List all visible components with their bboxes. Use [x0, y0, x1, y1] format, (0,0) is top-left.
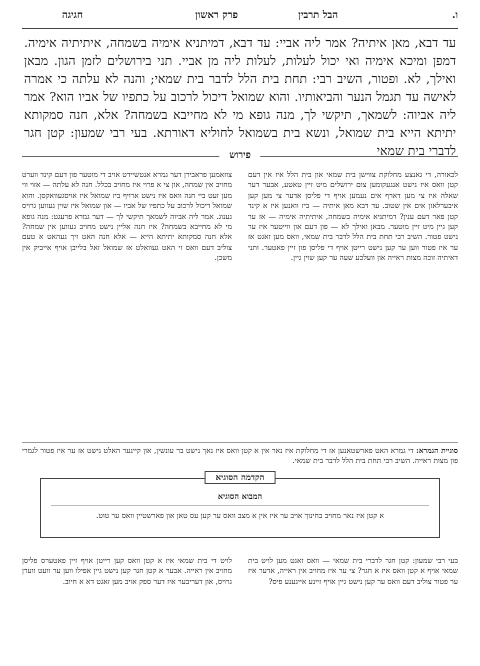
halacha-note-label: סוגיית הגמרא: — [416, 446, 458, 455]
commentary-columns — [22, 170, 458, 440]
halacha-note — [22, 442, 458, 472]
bottom-right-column: בעי רבי שמעון: קטן חגר לדברי בית שמאי — וואס זאגט מען לויט בית שמאי אויף א קטן וואס איז א חגר? צי ער איז מחויב אין ראייה, אדער איז ער פטור צוליב דעם וואס ער קען נישט גיין אויף זיינע אייגענע פיס? — [248, 556, 458, 586]
page-number: ו. — [451, 10, 458, 21]
introduction-text: א קטן איז נאר מחויב בחינוך אויב ער איז אין א מצב וואס ער קען עס טאן און פארשטיין וואס ער טוט. — [96, 511, 384, 520]
introduction-subtitle: המבוא הסוגיא — [217, 491, 263, 501]
chapter-label: פרק ראשון — [195, 10, 238, 21]
bottom-columns — [22, 556, 458, 646]
header-title: הבל תרבין — [298, 10, 338, 21]
main-text: עד דבא, מאן איתיה? אמר ליה אביי: עד דבא, דמיתניא אימיה בשמחה, איתיתיה אימיה. דמפן ומיכא אימיה ואי יכול לעלות, לעלות ליה מן אביי. תני בירושלים לזמן הגון. מבאן ואילך, לא. ופטור, השיב רבי: תחת בית הלל לדבר בית שמאי; והנה לא עלתה כי אמרה לאישה עד תגמל הנער והביאותיו. והוא שמואל דיכול לרכוב על כתפיו של אביו הוא? אמר ליה אביוה: לשמאך, תיקשי לך, מנה גופא מי לא מחייבא בשמחה? אלא, חנה סמקותא יתיתא הייא בית שמואל, ונשא בית בשמואל לחוליא דאורתא. בעי רבי שמעון: קטן חגר לדברי בית שמאי — [24, 35, 456, 158]
commentary-divider — [22, 150, 458, 162]
halacha-note-text: די גמרא האט פארשטאנען אז די מחלוקת איז נאר אין א קטן וואס איז נאך נישט בר עונשין, און קיינער האלט נישט אז ער איז פטור לגמרי פון מצות ראייה. השיב רבי תחת בית הלל לדבר בית שמאי. — [22, 446, 458, 465]
page-header — [22, 8, 458, 26]
introduction-title: הקדמה הסוגיא — [205, 471, 276, 484]
header-rule — [22, 28, 458, 29]
bottom-left-column: לויט די בית שמאי איז א קטן וואס קען רייטן אויף זיין פאטערס פליסן מחויב אין ראייה. אבער א קטן חגר קען נישט גיין אפילו ווען ער וועט ווערן גרויס, און דעריבער איז דער ספק אויב מען זאגט דא א חיוב. — [22, 556, 232, 586]
commentary-label: פירוש — [219, 150, 260, 161]
commentary-right-column: לכאורה, די גאנצע מחלוקת צווישן בית שמאי און בית הלל איז אין דעם קטן וואס איז נישט אנגעקומען צום ירושלים מיט זיין טאטע, אבער דער שאלה איז צי מען דארף אים נעמען אויף די פליסן אדער צי מען קען איבערלאזן אים אין שטוב. עד דבא מאן איתיה — ביז וואנען איז א קינד קטן פאר דעם ענין? דמיתניא אימיה בשמחה, איתיתיה אימיה — אז ער קען גיין מיט זיין מוטער. מבאן ואילך לא — פון דעם און ווייטער איז ער נישט פטור. השיב רבי תחת בית הלל לדבר בית שמאי, וואס מען זאגט אז ער איז פטור ווען ער קען נישט רייטן אויף די פליסן פון זיין פאטער. ותני דאיתיה זוכה מצות ראייה און וועלכע שעה ער קען שוין גיין. — [248, 170, 458, 263]
tractate-label: חגיגה — [62, 10, 83, 21]
introduction-divider — [51, 505, 429, 506]
commentary-left-column: צוזאמען פראבירן דער גמרא אנטשיידט אויב די מוטער פון דעם קינד ווערט מחויב אין שמחה, און צי א פרוי איז מחויב בכלל. חנה לא עלתה — אזוי ווי מען זעט ביי חנה וואס איז נישט ארויף ביז שמואל איז אויסגעוואקסן. והוא שמואל דיכול לרכוב על כתפיו של אביו — און שמואל איז שוין געווען גרויס גענוג. אמר ליה אביוה לשמאך תיקשי לך — דער גמרא פרעגט: מנה גופא מי לא מחייבא בשמחה? איז חנה אליין נישט מחויב געווען אין שמחה? אלא חנה סמקותא יתיתא הייא — אלא חנה האט זיך געהאט א טעם צוליב דעם וואס זי האט געוואלט אז שמואל זאל בלייבן אויף אייביק אין משכן. — [22, 170, 232, 263]
introduction-box — [40, 473, 440, 538]
